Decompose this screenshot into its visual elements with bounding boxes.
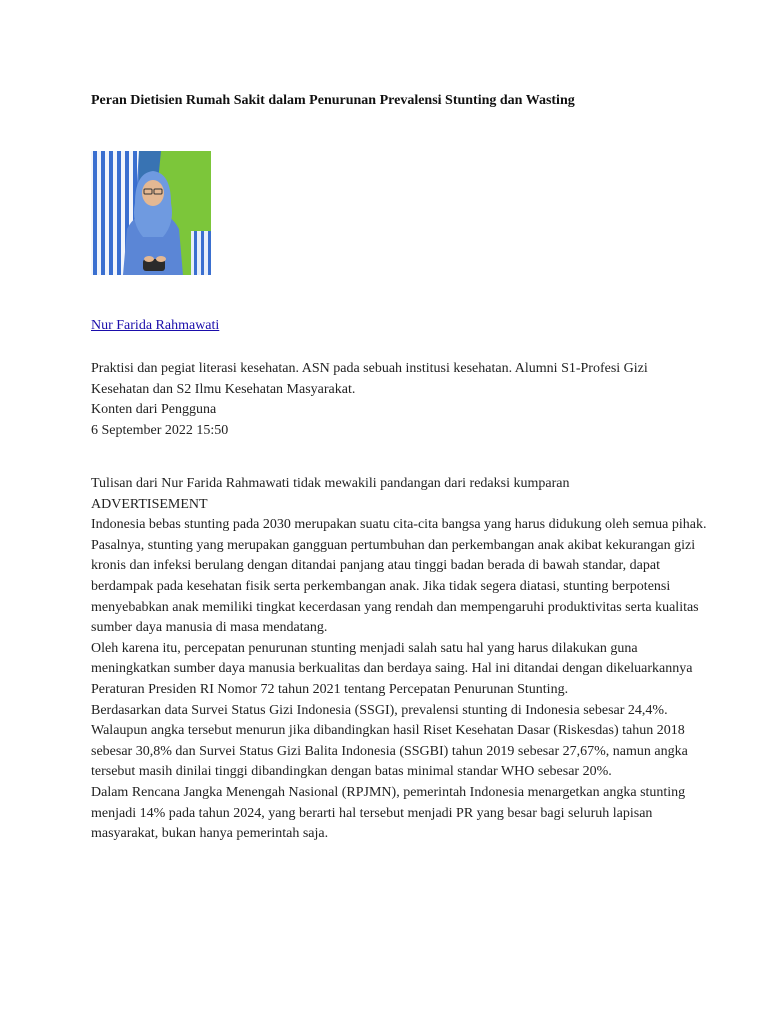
advertisement-label: ADVERTISEMENT: [91, 496, 208, 512]
article-body: [91, 474, 709, 845]
paragraph: Berdasarkan data Survei Status Gizi Indonesia (SSGI), prevalensi stunting di Indonesia sebesar 24,4%. Walaupun angka tersebut menurun jika dibandingkan hasil Riset Kesehatan Dasar (Riskesdas) tahun 2018 sebesar 30,8% dan Survei Status Gizi Balita Indonesia (SSGBI) tahun 2019 sebesar 27,67%, namun angka tersebut masih dinilai tinggi dibandingkan dengan batas minimal standar WHO sebesar 20%.: [91, 702, 688, 780]
disclaimer: Tulisan dari Nur Farida Rahmawati tidak mewakili pandangan dari redaksi kumparan: [91, 476, 570, 491]
author-photo: [91, 151, 211, 275]
publish-date: 6 September 2022 15:50: [91, 422, 229, 438]
paragraph: Indonesia bebas stunting pada 2030 merupakan suatu cita-cita bangsa yang harus didukung oleh semua pihak. Pasalnya, stunting yang merupakan gangguan pertumbuhan dan perkembangan anak akibat kekurangan gizi kronis dan infeksi berulang dengan ditandai panjang atau tinggi badan berada di bawah standar, dapat berdampak pada kesehatan fisik serta perkembangan anak. Jika tidak segera diatasi, stunting berpotensi menyebabkan anak memiliki tingkat kecerdasan yang rendah dan mempengaruhi produktivitas serta kualitas sumber daya manusia di masa mendatang.: [91, 517, 707, 636]
content-source: Konten dari Pengguna: [91, 402, 217, 417]
author-bio: Praktisi dan pegiat literasi kesehatan. ASN pada sebuah institusi kesehatan. Alumni S1-Profesi Gizi Kesehatan dan S2 Ilmu Kesehatan Masyarakat.: [91, 361, 648, 397]
author-name-link[interactable]: Nur Farida Rahmawati: [91, 318, 220, 333]
article-title: Peran Dietisien Rumah Sakit dalam Penurunan Prevalensi Stunting dan Wasting: [91, 93, 575, 108]
author-meta: [91, 359, 691, 441]
paragraph: Oleh karena itu, percepatan penurunan stunting menjadi salah satu hal yang harus dilakukan guna meningkatkan sumber daya manusia berkualitas dan berdaya saing. Hal ini ditandai dengan dikeluarkannya Peraturan Presiden RI Nomor 72 tahun 2021 tentang Percepatan Penurunan Stunting.: [91, 640, 693, 697]
paragraph: Dalam Rencana Jangka Menengah Nasional (RPJMN), pemerintah Indonesia menargetkan angka stunting menjadi 14% pada tahun 2024, yang berarti hal tersebut menjadi PR yang besar bagi seluruh lapisan masyarakat, bukan hanya pemerintah saja.: [91, 784, 686, 842]
